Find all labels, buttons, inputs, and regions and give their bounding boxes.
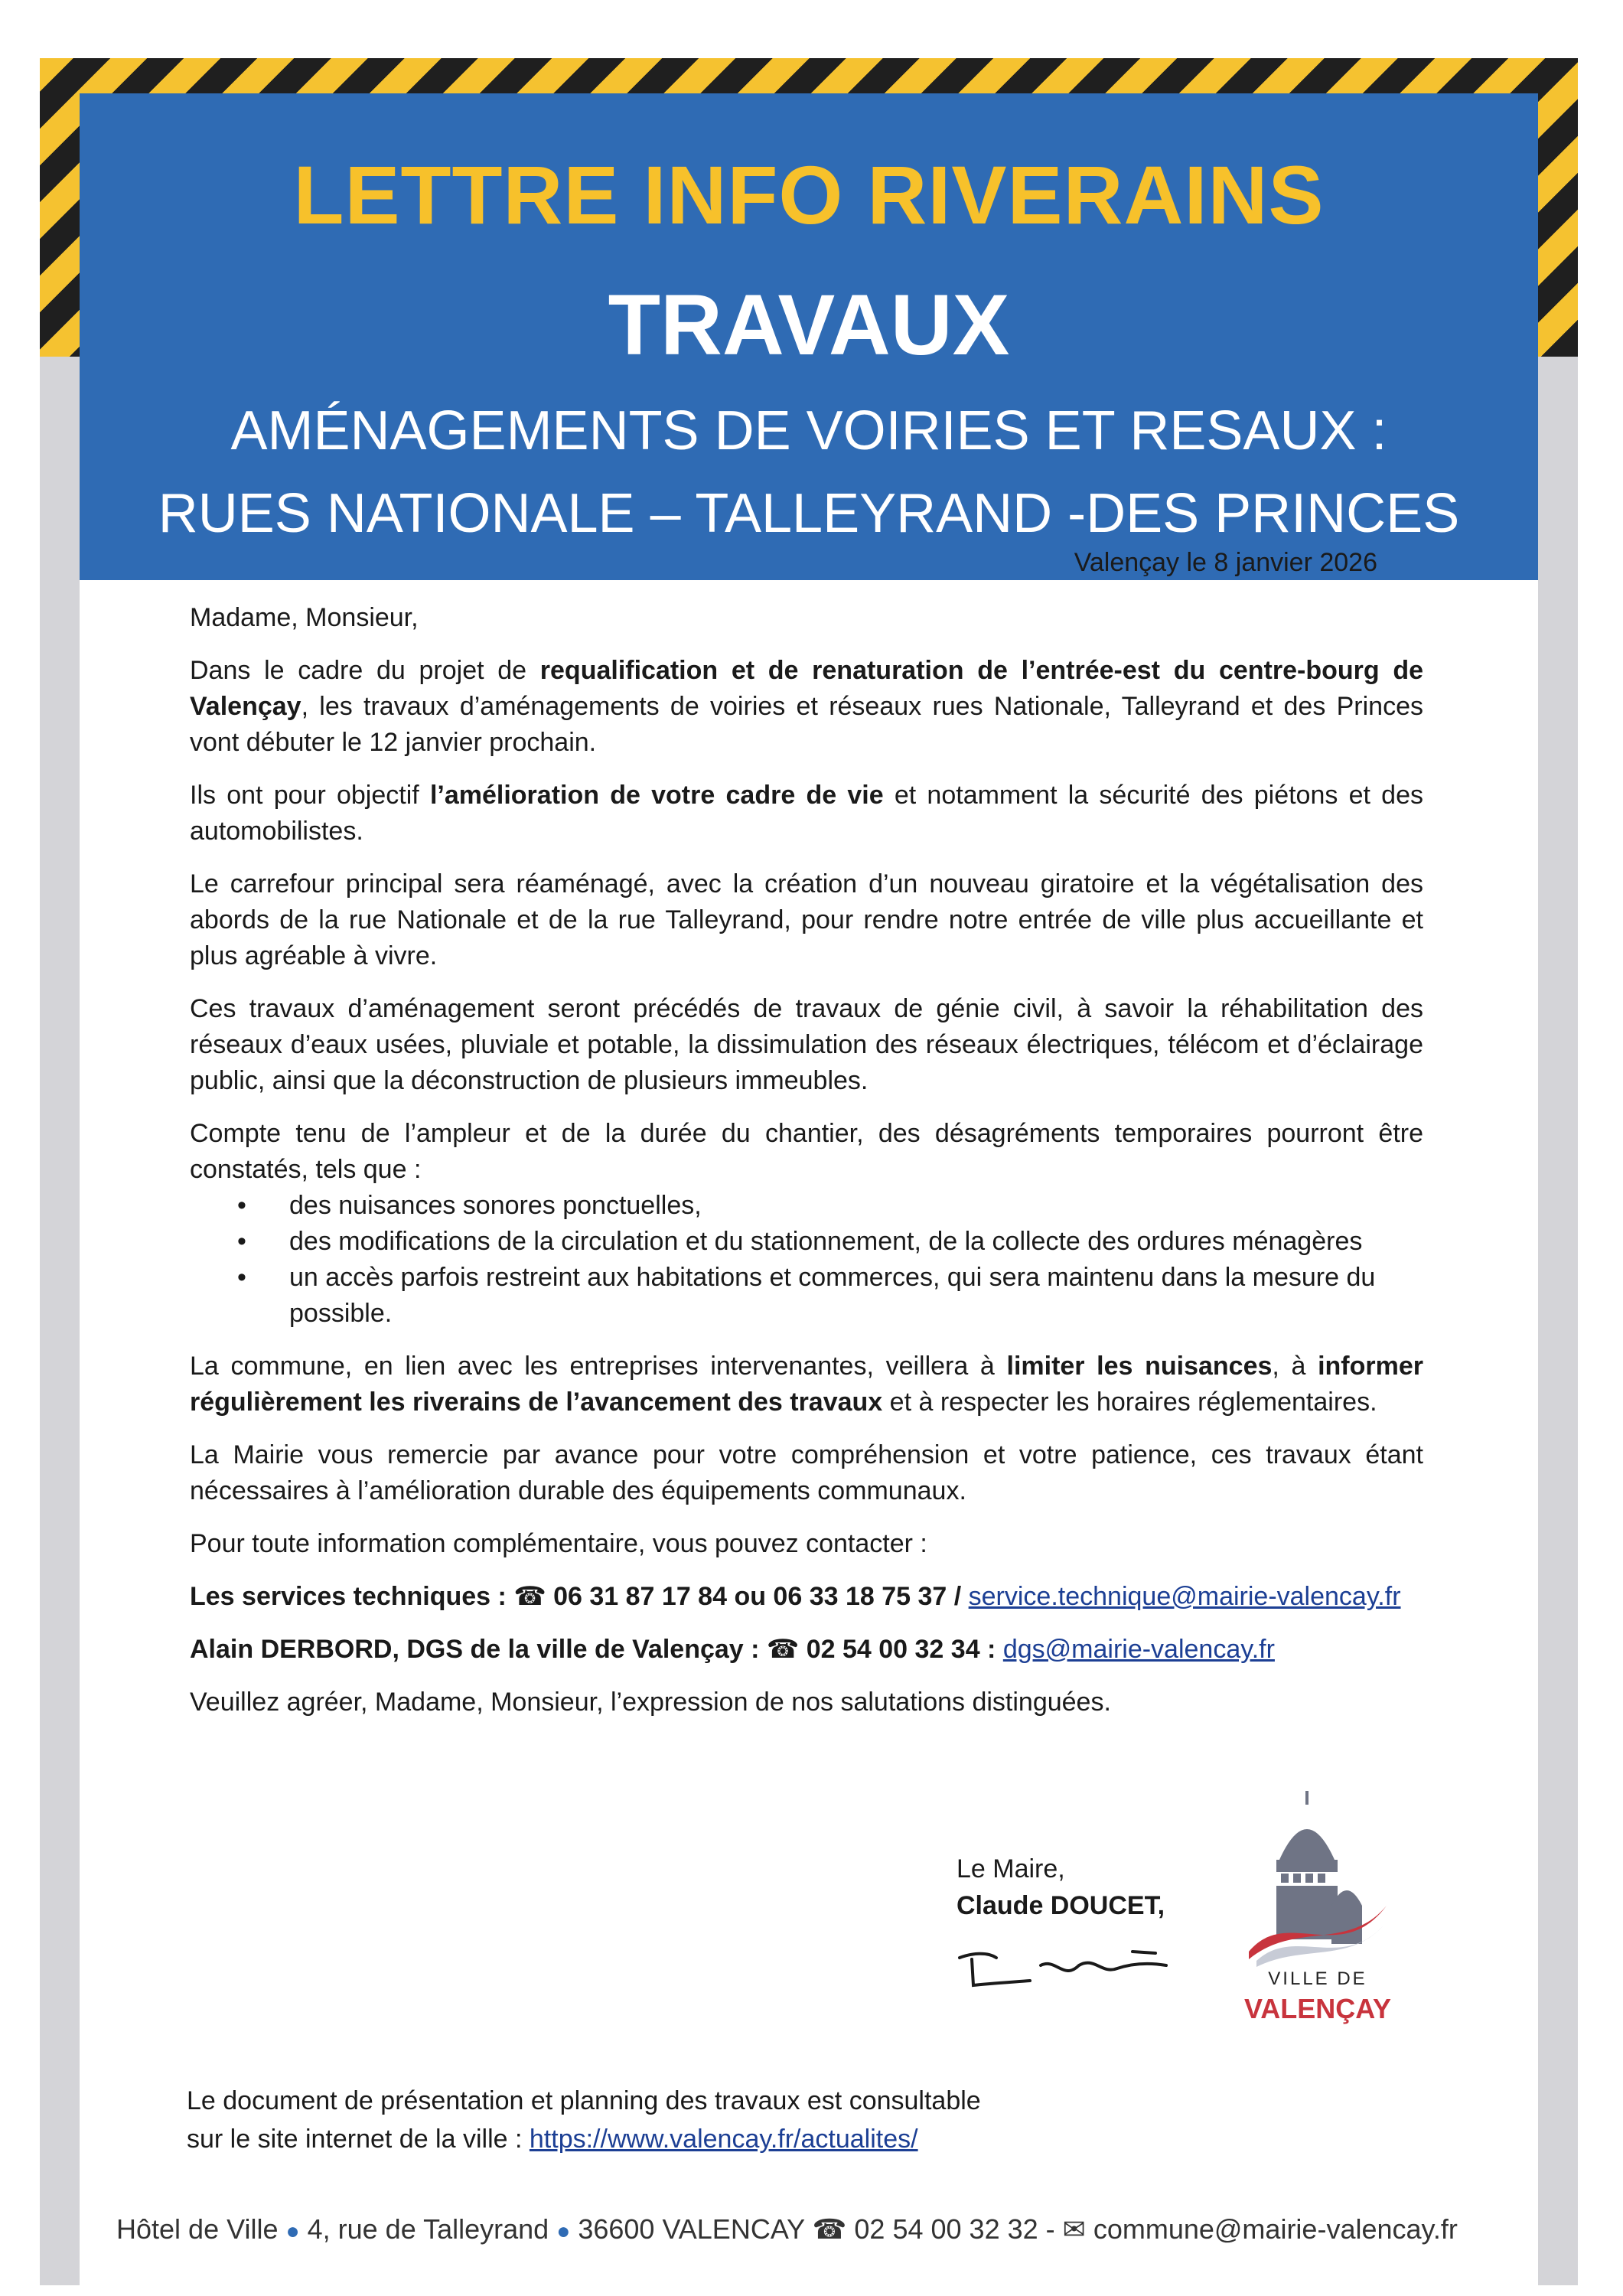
- paragraph-8: Pour toute information complémentaire, vous pouvez contacter :: [190, 1529, 927, 1558]
- paragraph-1: Dans le cadre du projet de requalification et de renaturation de l’entrée-est du centre-bourg de Valençay, les travaux d’aménagements de voiries et réseaux rues Nationale, Talleyrand et des Princes vont débuter le 12 janvier prochain.: [190, 656, 1423, 757]
- list-item: • des nuisances sonores ponctuelles,: [190, 1188, 1423, 1224]
- banner-line4: RUES NATIONALE – TALLEYRAND -DES PRINCES: [158, 483, 1460, 544]
- banner-subtitle: TRAVAUX: [608, 277, 1010, 373]
- bullet-icon: •: [237, 1263, 246, 1292]
- list-item: • des modifications de la circulation et du stationnement, de la collecte des ordures ménagères: [190, 1224, 1423, 1260]
- phone-icon: ☎: [766, 1635, 800, 1664]
- separator-icon: ●: [556, 2219, 571, 2244]
- list-item: • un accès parfois restreint aux habitations et commerces, qui sera maintenu dans la mesure du possible.: [190, 1260, 1423, 1332]
- footer: Hôtel de Ville ● 4, rue de Talleyrand ● 36600 VALENCAY ☎ 02 54 00 32 32 - ✉ commune@mairie-valencay.fr: [116, 2213, 1458, 2245]
- paragraph-3: Le carrefour principal sera réaménagé, avec la création d’un nouveau giratoire et la végétalisation des abords de la rue Nationale et de la rue Talleyrand, pour rendre notre entrée de ville plus accueillante et plus agréable à vivre.: [190, 869, 1423, 970]
- mail-icon: ✉: [1062, 2213, 1086, 2245]
- bullet-icon: •: [237, 1191, 246, 1220]
- contact-dgs: Alain DERBORD, DGS de la ville de Valençay : ☎ 02 54 00 32 34 : dgs@mairie-valencay.fr: [190, 1635, 1275, 1664]
- banner-line3: AMÉNAGEMENTS DE VOIRIES ET RESAUX :: [230, 400, 1387, 461]
- website-note: Le document de présentation et planning des travaux est consultable sur le site internet de la ville : https://www.valencay.fr/actualites/: [187, 2086, 981, 2154]
- signatory-title: Le Maire,: [957, 1854, 1065, 1883]
- email-link-dgs[interactable]: dgs@mairie-valencay.fr: [1002, 1635, 1275, 1664]
- handwritten-signature: [957, 1935, 1171, 1996]
- paragraph-7: La Mairie vous remercie par avance pour votre compréhension et votre patience, ces travaux étant nécessaires à l’amélioration durable des équipements communaux.: [190, 1440, 1423, 1505]
- logo-text-ville: VILLE DE: [1268, 1968, 1367, 1989]
- bullet-list: [190, 1188, 1423, 1332]
- greeting: Madame, Monsieur,: [190, 603, 419, 632]
- phone-icon: ☎: [513, 1582, 546, 1611]
- bullet-icon: •: [237, 1227, 246, 1256]
- castle-icon: [1234, 1791, 1402, 1967]
- letter-date: Valençay le 8 janvier 2026: [1074, 548, 1377, 577]
- website-link[interactable]: https://www.valencay.fr/actualites/: [529, 2125, 918, 2154]
- left-border: [40, 357, 80, 2285]
- header-banner: [80, 93, 1538, 580]
- right-border: [1538, 357, 1578, 2285]
- email-link-technical[interactable]: service.technique@mairie-valencay.fr: [968, 1582, 1401, 1611]
- paragraph-5: Compte tenu de l’ampleur et de la durée du chantier, des désagréments temporaires pourront être constatés, tels que :: [190, 1119, 1423, 1184]
- contact-technical: Les services techniques : ☎ 06 31 87 17 84 ou 06 33 18 75 37 / service.technique@mairie-valencay.fr: [190, 1582, 1401, 1611]
- city-logo: [1234, 1791, 1402, 2036]
- footer-email[interactable]: commune@mairie-valencay.fr: [1093, 2213, 1458, 2245]
- separator-icon: ●: [285, 2219, 300, 2244]
- banner-title: LETTRE INFO RIVERAINS: [293, 148, 1325, 241]
- paragraph-6: La commune, en lien avec les entreprises intervenantes, veillera à limiter les nuisances, à informer régulièrement les riverains de l’avancement des travaux et à respecter les horaires réglementaires.: [190, 1352, 1423, 1417]
- closing: Veuillez agréer, Madame, Monsieur, l’expression de nos salutations distinguées.: [190, 1688, 1111, 1717]
- phone-icon: ☎: [812, 2213, 847, 2245]
- paragraph-2: Ils ont pour objectif l’amélioration de votre cadre de vie et notamment la sécurité des piétons et des automobilistes.: [190, 781, 1424, 846]
- signature-block: [957, 1851, 1165, 1924]
- logo-text-valencay: VALENÇAY: [1243, 1993, 1392, 2024]
- paragraph-4: Ces travaux d’aménagement seront précédés de travaux de génie civil, à savoir la réhabilitation des réseaux d’eaux usées, pluviale et potable, la dissimulation des réseaux électriques, télécom et d’éclairage public, ainsi que la déconstruction de plusieurs immeubles.: [190, 994, 1423, 1095]
- letter-body: [190, 600, 1423, 1737]
- signatory-name: Claude DOUCET,: [957, 1891, 1165, 1920]
